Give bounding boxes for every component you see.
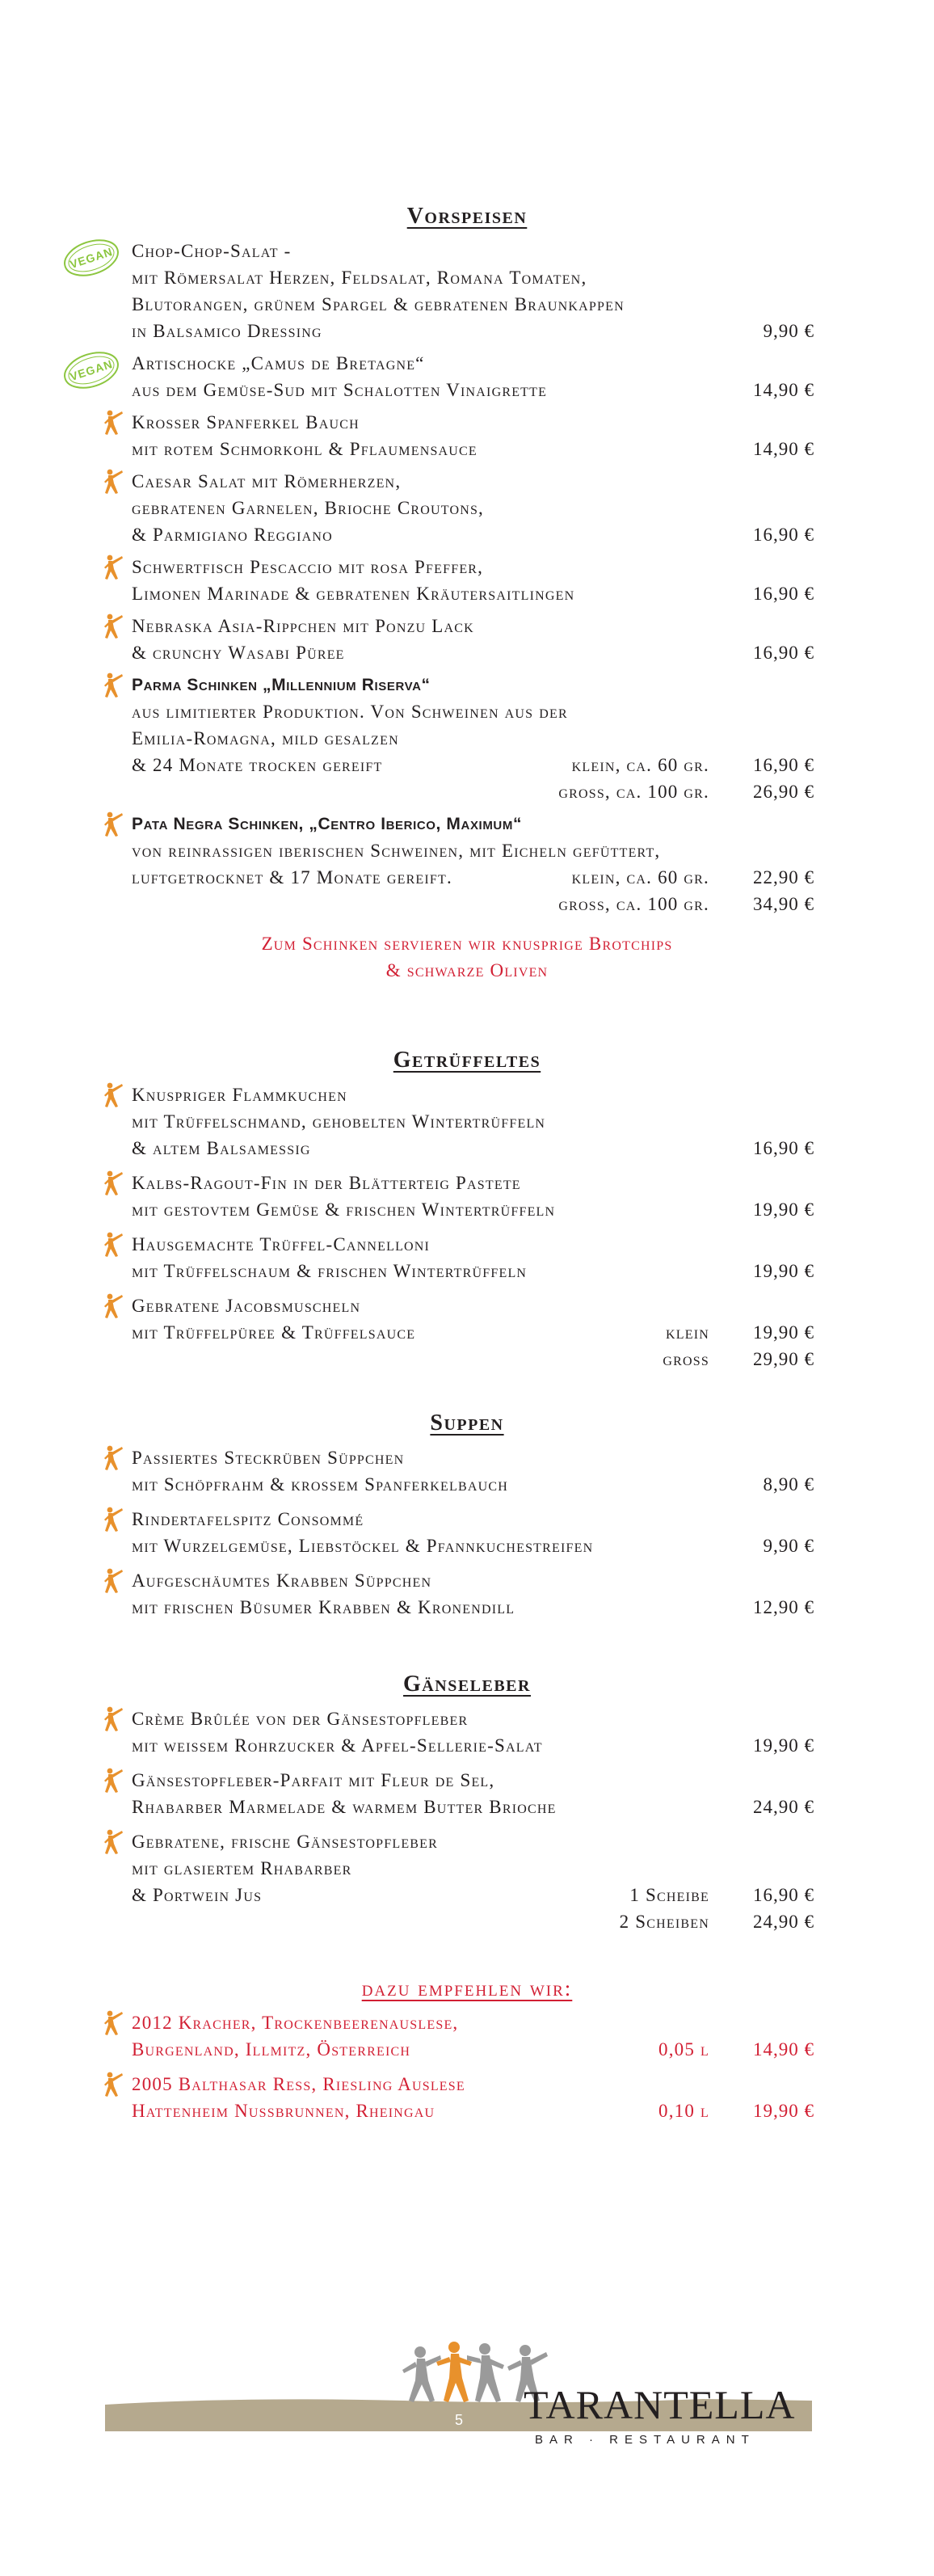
item-text: Nebraska Asia-Rippchen mit Ponzu Lack xyxy=(132,616,474,636)
item-line xyxy=(132,1081,814,1108)
item-line xyxy=(132,1444,814,1471)
dancer-icon xyxy=(103,409,125,436)
item-text: Krosser Spanferkel Bauch xyxy=(132,412,360,432)
item-line xyxy=(132,752,814,778)
item-text: mit Wurzelgemüse, Liebstöckel & Pfannkuchestreifen xyxy=(132,1536,594,1556)
item-size: klein, ca. 60 gr. xyxy=(571,755,709,775)
item-price: 8,90 € xyxy=(763,1474,814,1495)
item-text: Rindertafelspitz Consommé xyxy=(132,1509,364,1529)
item-line xyxy=(132,1292,814,1319)
item-text: Chop-Chop-Salat - xyxy=(132,241,292,261)
item-text: Hausgemachte Trüffel-Cannelloni xyxy=(132,1234,431,1254)
section-title: Gänseleber xyxy=(403,1672,531,1697)
item-text: & 24 Monate trocken gereift xyxy=(132,755,383,775)
item-price: 9,90 € xyxy=(763,1536,814,1556)
dancer-icon xyxy=(103,2071,125,2097)
item-price: 16,90 € xyxy=(753,1138,814,1158)
dancer-icon xyxy=(103,1081,125,1108)
item-line xyxy=(132,1471,814,1498)
item-text: & Parmigiano Reggiano xyxy=(132,525,333,545)
item-text: mit Schöpfrahm & krossem Spanferkelbauch xyxy=(132,1474,508,1495)
item-price: 14,90 € xyxy=(753,439,814,459)
menu-item xyxy=(132,1081,814,1162)
item-text: Caesar Salat mit Römerherzen, xyxy=(132,471,402,491)
item-line xyxy=(132,2071,814,2097)
section-items xyxy=(0,1081,934,1372)
dancer-icon xyxy=(103,672,125,698)
item-text: Aufgeschäumtes Krabben Süppchen xyxy=(132,1570,432,1591)
item-text: aus dem Gemüse-Sud mit Schalotten Vinaigrette xyxy=(132,380,548,400)
item-price: 14,90 € xyxy=(753,2039,814,2060)
section-title: Getrüffeltes xyxy=(393,1048,541,1073)
item-text: Gänsestopfleber-Parfait mit Fleur de Sel, xyxy=(132,1770,495,1790)
item-price: 14,90 € xyxy=(753,380,814,400)
item-text: aus limitierter Produktion. Von Schweinen aus der xyxy=(132,702,568,722)
recommendation-section xyxy=(0,1972,934,2132)
item-line xyxy=(132,1908,814,1935)
item-text: Gebratene Jacobsmuscheln xyxy=(132,1296,361,1316)
brand-name: TARANTELLA xyxy=(524,2382,796,2427)
item-line xyxy=(132,2097,814,2124)
item-price: 22,90 € xyxy=(753,867,814,887)
footer-graphic xyxy=(0,2320,934,2449)
item-text: von reinrassigen iberischen Schweinen, mit Eicheln gefüttert, xyxy=(132,841,661,861)
item-line xyxy=(132,495,814,521)
item-line xyxy=(132,1732,814,1759)
menu-item xyxy=(68,238,814,344)
menu-item xyxy=(132,2071,814,2124)
item-line xyxy=(132,1231,814,1258)
vegan-stamp-icon xyxy=(59,234,124,281)
item-line xyxy=(132,891,814,917)
item-text: mit gestovtem Gemüse & frischen Wintertrüffeln xyxy=(132,1199,556,1220)
footer xyxy=(0,2320,934,2449)
svg-text:VEGAN: VEGAN xyxy=(68,244,115,272)
menu-item xyxy=(132,468,814,548)
item-text: & Portwein Jus xyxy=(132,1885,263,1905)
item-line xyxy=(132,291,814,318)
dancer-icon xyxy=(103,1767,125,1794)
item-line xyxy=(132,377,814,403)
item-text: mit Römersalat Herzen, Feldsalat, Romana Tomaten, xyxy=(132,268,587,288)
item-line xyxy=(132,1319,814,1346)
item-size: klein, ca. 60 gr. xyxy=(571,867,709,887)
item-price: 24,90 € xyxy=(753,1912,814,1932)
item-price: 19,90 € xyxy=(753,1261,814,1281)
menu-item xyxy=(68,350,814,403)
item-text: mit frischen Büsumer Krabben & Kronendill xyxy=(132,1597,515,1617)
menu-item xyxy=(132,1828,814,1935)
menu-item xyxy=(132,1170,814,1223)
dancer-icon xyxy=(103,1828,125,1855)
item-line xyxy=(132,238,814,264)
item-line xyxy=(132,1882,814,1908)
menu-item xyxy=(132,554,814,607)
brand-tagline: BAR · RESTAURANT xyxy=(535,2433,755,2447)
item-size: gross xyxy=(663,1349,709,1369)
item-text: & crunchy Wasabi Püree xyxy=(132,643,345,663)
item-line xyxy=(132,436,814,462)
item-text: Emilia-Romagna, mild gesalzen xyxy=(132,728,399,748)
item-line xyxy=(132,698,814,725)
page-number: 5 xyxy=(454,2412,464,2428)
menu-item xyxy=(132,1567,814,1621)
item-line xyxy=(132,1196,814,1223)
item-price: 26,90 € xyxy=(753,782,814,802)
item-price: 24,90 € xyxy=(753,1797,814,1817)
item-text: Blutorangen, grünem Spargel & gebratenen Braunkappen xyxy=(132,294,625,314)
section-title: Suppen xyxy=(430,1410,504,1436)
item-text: mit glasiertem Rhabarber xyxy=(132,1858,352,1878)
item-line xyxy=(132,1705,814,1732)
svg-text:VEGAN: VEGAN xyxy=(68,356,115,384)
dancer-icon xyxy=(103,554,125,580)
item-line xyxy=(132,1108,814,1135)
item-line xyxy=(132,1828,814,1855)
menu-item xyxy=(132,409,814,462)
note-line: & schwarze Oliven xyxy=(385,960,549,980)
item-price: 29,90 € xyxy=(753,1349,814,1369)
item-text: Rhabarber Marmelade & warmem Butter Brioche xyxy=(132,1797,557,1817)
item-price: 34,90 € xyxy=(753,894,814,914)
item-line xyxy=(132,864,814,891)
menu-item xyxy=(132,1231,814,1284)
item-text: Passiertes Steckrüben Süppchen xyxy=(132,1448,405,1468)
menu-item xyxy=(132,1705,814,1759)
item-price: 19,90 € xyxy=(753,2101,814,2121)
item-line xyxy=(132,521,814,548)
menu-item xyxy=(132,1506,814,1559)
item-line xyxy=(132,2009,814,2036)
item-text: Kalbs-Ragout-Fin in der Blätterteig Pastete xyxy=(132,1173,521,1193)
dancer-icon xyxy=(103,613,125,639)
dancer-icon xyxy=(103,1292,125,1319)
item-line xyxy=(132,1767,814,1794)
item-line xyxy=(132,580,814,607)
section-items xyxy=(0,1444,934,1621)
item-line xyxy=(132,1567,814,1594)
dancer-icon xyxy=(103,468,125,495)
item-line xyxy=(132,1855,814,1882)
item-line xyxy=(132,1346,814,1372)
item-line xyxy=(132,1794,814,1820)
menu-section xyxy=(0,1407,934,1629)
item-text: mit Trüffelpüree & Trüffelsauce xyxy=(132,1322,416,1343)
item-price: 16,90 € xyxy=(753,584,814,604)
item-text: Gebratene, frische Gänsestopfleber xyxy=(132,1832,439,1852)
section-items xyxy=(0,238,934,917)
item-line xyxy=(132,837,814,864)
menu-section xyxy=(0,1668,934,1943)
item-text: luftgetrocknet & 17 Monate gereift. xyxy=(132,867,452,887)
item-text: & altem Balsamessig xyxy=(132,1138,311,1158)
item-price: 19,90 € xyxy=(753,1199,814,1220)
recommendation-title: dazu empfehlen wir: xyxy=(361,1976,573,2001)
menu-item xyxy=(132,811,814,917)
item-line xyxy=(132,1135,814,1162)
item-text: Hattenheim Nussbrunnen, Rheingau xyxy=(132,2101,435,2121)
item-price: 19,90 € xyxy=(753,1735,814,1756)
menu-item xyxy=(132,613,814,666)
item-size: klein xyxy=(666,1322,709,1343)
item-line xyxy=(132,350,814,377)
item-size: 0,10 l xyxy=(658,2101,709,2121)
menu-item xyxy=(132,1444,814,1498)
item-text: mit weissem Rohrzucker & Apfel-Sellerie-Salat xyxy=(132,1735,543,1756)
item-text: mit Trüffelschaum & frischen Wintertrüffeln xyxy=(132,1261,528,1281)
item-price: 19,90 € xyxy=(753,1322,814,1343)
item-line xyxy=(132,409,814,436)
dancer-icon xyxy=(103,811,125,837)
item-size: 1 Scheibe xyxy=(629,1885,709,1905)
dancer-icon xyxy=(103,1170,125,1196)
item-text: Burgenland, Illmitz, Österreich xyxy=(132,2039,411,2060)
menu-section xyxy=(0,200,934,984)
item-line xyxy=(132,1258,814,1284)
item-line xyxy=(132,672,814,698)
item-text: mit rotem Schmorkohl & Pflaumensauce xyxy=(132,439,478,459)
vegan-stamp-icon xyxy=(59,347,124,394)
item-size: 2 Scheiben xyxy=(619,1912,709,1932)
item-size: gross, ca. 100 gr. xyxy=(558,894,709,914)
dancer-icon xyxy=(103,1567,125,1594)
item-line xyxy=(132,554,814,580)
recommendation-items xyxy=(0,2009,934,2124)
menu-section xyxy=(0,1044,934,1381)
item-price: 16,90 € xyxy=(753,525,814,545)
item-text: Schwertfisch Pescaccio mit rosa Pfeffer, xyxy=(132,557,484,577)
item-text: 2005 Balthasar Ress, Riesling Auslese xyxy=(132,2074,465,2094)
item-line xyxy=(132,1533,814,1559)
menu-item xyxy=(132,1767,814,1820)
item-text: gebratenen Garnelen, Brioche Croutons, xyxy=(132,498,485,518)
item-text: 2012 Kracher, Trockenbeerenauslese, xyxy=(132,2013,459,2033)
item-price: 16,90 € xyxy=(753,643,814,663)
item-line xyxy=(132,639,814,666)
dancer-icon xyxy=(103,2009,125,2036)
item-price: 16,90 € xyxy=(753,1885,814,1905)
menu-item xyxy=(132,672,814,805)
section-title: Vorspeisen xyxy=(406,204,528,229)
item-line xyxy=(132,811,814,837)
item-line xyxy=(132,468,814,495)
item-text: Knuspriger Flammkuchen xyxy=(132,1085,347,1105)
dancer-icon xyxy=(103,1506,125,1533)
item-line xyxy=(132,1170,814,1196)
item-line xyxy=(132,1506,814,1533)
item-line xyxy=(132,264,814,291)
item-text: Limonen Marinade & gebratenen Kräutersaitlingen xyxy=(132,584,575,604)
item-line xyxy=(132,1594,814,1621)
item-line xyxy=(132,725,814,752)
item-line xyxy=(132,318,814,344)
item-text: Pata Negra Schinken, „Centro Iberico, Maximum“ xyxy=(132,815,523,833)
note-line: Zum Schinken servieren wir knusprige Brotchips xyxy=(261,934,673,954)
dancer-icon xyxy=(103,1444,125,1471)
dancer-icon xyxy=(103,1705,125,1732)
section-note xyxy=(0,930,934,984)
menu-item xyxy=(132,1292,814,1372)
item-line xyxy=(132,613,814,639)
item-text: mit Trüffelschmand, gehobelten Wintertrüffeln xyxy=(132,1111,546,1132)
item-line xyxy=(132,778,814,805)
item-price: 16,90 € xyxy=(753,755,814,775)
dancer-icon xyxy=(103,1231,125,1258)
menu-item xyxy=(132,2009,814,2063)
item-size: gross, ca. 100 gr. xyxy=(558,782,709,802)
item-text: Artischocke „Camus de Bretagne“ xyxy=(132,353,425,373)
item-price: 12,90 € xyxy=(753,1597,814,1617)
item-price: 9,90 € xyxy=(763,321,814,341)
item-size: 0,05 l xyxy=(658,2039,709,2060)
item-text: Crème Brûlée von der Gänsestopfleber xyxy=(132,1709,469,1729)
item-line xyxy=(132,2036,814,2063)
item-text: in Balsamico Dressing xyxy=(132,321,322,341)
item-text: Parma Schinken „Millennium Riserva“ xyxy=(132,676,431,694)
section-items xyxy=(0,1705,934,1935)
